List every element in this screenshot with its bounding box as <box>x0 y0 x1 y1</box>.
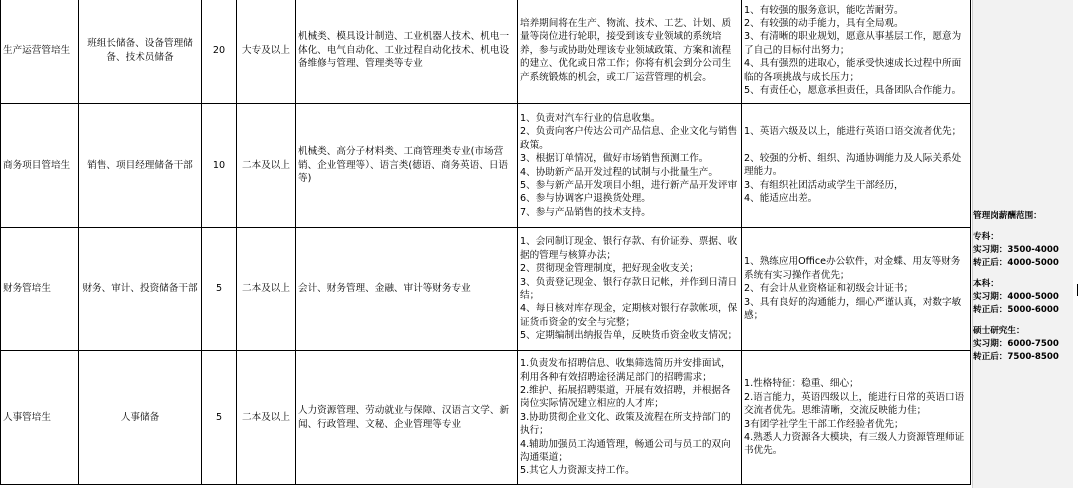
salary-period-label: 转正后： <box>973 352 1008 362</box>
duty-line: 4、协助新产品开发过程的试制与小批量生产。 <box>520 166 718 178</box>
duty-line: 7、参与产品销售的技术支持。 <box>520 206 651 218</box>
requirement-line: 1、英语六级及以上，能进行英语口语交流者优先； <box>744 126 962 138</box>
position-name-cell: 生产运营管培生 <box>1 0 79 104</box>
duties-cell <box>518 228 742 351</box>
salary-intern-row <box>973 244 1077 257</box>
majors-cell: 会计、财务管理、金融、审计等财务专业 <box>296 228 518 351</box>
duty-line: 3、负责登记现金、银行存款日记帐，并作到日清日结； <box>520 276 738 301</box>
education-cell: 二本及以上 <box>237 351 296 485</box>
requirements-cell <box>742 351 971 485</box>
duty-line: 5、定期编制出纳报告单，反映货币资金收支情况； <box>520 330 738 342</box>
salary-amount: 3500-4000 <box>1007 245 1059 255</box>
salary-amount: 6000-7500 <box>1007 339 1059 349</box>
position-name-cell: 商务项目管培生 <box>1 104 79 228</box>
requirement-line: 1、熟练应用Office办公软件，对金蝶、用友等财务系统有实习操作者优先； <box>744 256 961 281</box>
salary-regular-row <box>973 257 1077 270</box>
duties-cell <box>518 0 742 104</box>
direction-cell: 销售、项目经理储备干部 <box>79 104 202 228</box>
requirement-line <box>744 139 968 152</box>
text-cursor-icon <box>1077 284 1078 296</box>
requirement-line: 5、有责任心，愿意承担责任，具备团队合作能力。 <box>744 85 962 97</box>
salary-period-label: 实习期： <box>973 339 1008 349</box>
salary-period-label: 实习期： <box>973 292 1008 302</box>
duty-line: 2、贯彻现金管理制度，把好现金收支关； <box>520 263 699 275</box>
table-row <box>1 228 971 351</box>
requirements-cell <box>742 0 971 104</box>
direction-cell: 人事储备 <box>79 351 202 485</box>
duty-line: 4.辅助加强员工沟通管理，畅通公司与员工的双向沟通渠道； <box>520 438 731 464</box>
duty-line: 1、会同制订现金、银行存款、有价证券、票据、收据的管理与核算办法； <box>520 236 738 261</box>
duty-line: 2、负责向客户传达公司产品信息、企业文化与销售政策。 <box>520 126 738 151</box>
requirement-line: 2、较强的分析、组织、沟通协调能力及人际关系处理能力。 <box>744 152 962 178</box>
salary-amount: 7500-8500 <box>1007 352 1059 362</box>
duty-line: 1.负责发布招聘信息、收集筛选简历并安排面试，利用各种有效招聘途径满足部门的招聘需求； <box>520 358 731 383</box>
requirement-line: 2、有较强的动手能力，具有全局观。 <box>744 17 904 29</box>
duty-line: 1、负责对汽车行业的信息收集。 <box>520 112 661 124</box>
salary-amount: 5000-6000 <box>1007 305 1059 315</box>
salary-degree-label: 专科： <box>973 232 999 242</box>
position-name-cell: 财务管培生 <box>1 228 79 351</box>
table-row <box>1 104 971 228</box>
requirement-line: 1、有较强的服务意识，能吃苦耐劳。 <box>744 4 904 16</box>
salary-amount: 4000-5000 <box>1007 292 1059 302</box>
salary-degree-label: 硕士研究生： <box>973 326 1025 336</box>
duty-line: 6、参与协调客户退换货处理。 <box>520 193 651 205</box>
salary-range-block <box>973 210 1077 372</box>
duties-cell <box>518 104 742 228</box>
salary-panel <box>972 0 1073 488</box>
requirement-line: 4.熟悉人力资源各大模块，有三级人力资源管理师证书优先。 <box>744 431 965 457</box>
table-row <box>1 351 971 485</box>
duty-line: 培养期间将在生产、物流、技术、工艺、计划、质量等岗位进行轮职，接受到该专业领域的系统培养，参与或协助处理该专业领域政策、方案和流程的建立、优化或日常工作；你将有机会到分公司生产系统锻炼的机会，或工厂运营管理的机会。 <box>520 17 732 83</box>
majors-cell: 机械类、高分子材料类、工商管理类专业(市场营销、企业管理等）、语言类(德语、商务英语、日语等) <box>296 104 518 228</box>
requirement-line: 4、具有强烈的进取心，能承受快速成长过程中所面临的各项挑战与成长压力； <box>744 58 962 83</box>
duty-line: 4、每日核对库存现金，定期核对银行存款帐项，保证货币资金的安全与完整； <box>520 303 738 328</box>
duties-cell <box>518 351 742 485</box>
requirement-line: 4、能适应出差。 <box>744 193 818 205</box>
salary-intern-row <box>973 338 1077 351</box>
duty-line: 2.维护、拓展招聘渠道，开展有效招聘，并根据各岗位实际情况建立相应的人才库； <box>520 384 731 410</box>
salary-period-label: 转正后： <box>973 305 1008 315</box>
duty-line: 3.协助贯彻企业文化、政策及流程在所支持部门的执行； <box>520 411 731 437</box>
requirement-line: 3、有组织社团活动或学生干部经历， <box>744 179 904 191</box>
salary-intern-row <box>973 291 1077 304</box>
requirement-line: 3有团学社学生干部工作经验者优先； <box>744 418 904 430</box>
headcount-cell: 20 <box>202 0 237 104</box>
education-cell: 二本及以上 <box>237 104 296 228</box>
duty-line: 5.其它人力资源支持工作。 <box>520 465 635 477</box>
direction-cell: 财务、审计、投资储备干部 <box>79 228 202 351</box>
headcount-cell: 5 <box>202 351 237 485</box>
education-cell: 二本及以上 <box>237 228 296 351</box>
majors-cell: 机械类、模具设计制造、工业机器人技术、机电一体化、电气自动化、工业过程自动化技术、机电设备维修与管理、管理类等专业 <box>296 0 518 104</box>
requirement-line: 2、有会计从业资格证和初级会计证书； <box>744 283 914 295</box>
headcount-cell: 10 <box>202 104 237 228</box>
salary-period-label: 转正后： <box>973 258 1008 268</box>
salary-title: 管理岗薪酬范围： <box>973 211 1042 221</box>
salary-amount: 4000-5000 <box>1007 258 1059 268</box>
salary-period-label: 实习期： <box>973 245 1008 255</box>
education-cell: 大专及以上 <box>237 0 296 104</box>
duty-line: 3、根据订单情况，做好市场销售预测工作。 <box>520 153 709 165</box>
majors-cell: 人力资源管理、劳动就业与保障、汉语言文学、新闻、行政管理、文秘、企业管理等专业 <box>296 351 518 485</box>
requirements-cell <box>742 228 971 351</box>
requirements-cell <box>742 104 971 228</box>
duty-line: 5、参与新产品开发项目小组，进行新产品开发评审 <box>520 179 738 191</box>
requirement-line: 3、有清晰的职业规划，愿意从事基层工作，愿意为了自己的目标付出努力； <box>744 31 962 56</box>
table-row <box>1 0 971 104</box>
requirement-line: 1.性格特征：稳重、细心； <box>744 378 859 390</box>
salary-regular-row <box>973 351 1077 364</box>
position-name-cell: 人事管培生 <box>1 351 79 485</box>
requirement-line: 2.语言能力，英语四级以上，能进行日常的英语口语交流者优先。思维清晰，交流反映能力佳； <box>744 391 965 417</box>
salary-regular-row <box>973 304 1077 317</box>
direction-cell: 班组长储备、设备管理储备、技术员储备 <box>79 0 202 104</box>
requirement-line: 3、具有良好的沟通能力，细心严谨认真，对数字敏感； <box>744 296 962 322</box>
headcount-cell: 5 <box>202 228 237 351</box>
salary-degree-label: 本科： <box>973 279 999 289</box>
